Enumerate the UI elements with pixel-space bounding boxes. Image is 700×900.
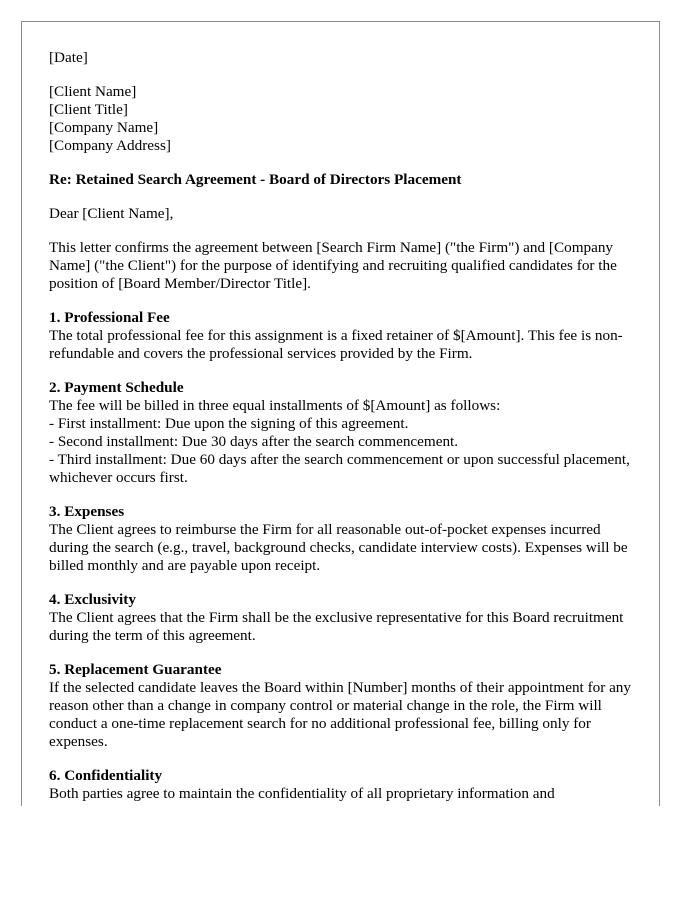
section-professional-fee — [49, 309, 639, 363]
section-text: The total professional fee for this assignment is a fixed retainer of $[Amount]. This fee is non-refundable and covers the professional services provided by the Firm. — [49, 327, 623, 362]
recipient-address: [Company Address] — [49, 137, 171, 154]
section-heading: 4. Exclusivity — [49, 591, 136, 608]
recipient-title: [Client Title] — [49, 101, 128, 118]
installment-second: - Second installment: Due 30 days after the search commencement. — [49, 433, 459, 450]
letter-body — [49, 49, 639, 806]
installment-first: - First installment: Due upon the signing of this agreement. — [49, 415, 409, 432]
section-text: If the selected candidate leaves the Board within [Number] months of their appointment for any reason other than a change in company control or material change in the role, the Firm will conduct a one-time replacement search for no additional professional fee, billing only for expenses. — [49, 679, 631, 750]
section-exclusivity — [49, 591, 639, 645]
section-replacement-guarantee — [49, 661, 639, 751]
section-heading: 2. Payment Schedule — [49, 379, 184, 396]
recipient-company: [Company Name] — [49, 119, 159, 136]
section-expenses — [49, 503, 639, 575]
section-confidentiality — [49, 767, 639, 803]
installment-third: - Third installment: Due 60 days after the search commencement or upon successful placement, whichever occurs first. — [49, 451, 630, 486]
salutation: Dear [Client Name], — [49, 205, 174, 222]
section-heading: 5. Replacement Guarantee — [49, 661, 222, 678]
section-heading: 3. Expenses — [49, 503, 125, 520]
payment-intro: The fee will be billed in three equal installments of $[Amount] as follows: — [49, 397, 501, 414]
subject-line: Re: Retained Search Agreement - Board of Directors Placement — [49, 171, 462, 188]
section-heading: 1. Professional Fee — [49, 309, 170, 326]
section-text: The Client agrees to reimburse the Firm for all reasonable out-of-pocket expenses incurred during the search (e.g., travel, background checks, candidate interview costs). Expenses will be billed monthly and are payable upon receipt. — [49, 521, 628, 574]
section-payment-schedule — [49, 379, 639, 487]
letter-page — [21, 21, 660, 806]
recipient-block — [49, 83, 639, 155]
section-text: Both parties agree to maintain the confidentiality of all proprietary information and — [49, 785, 555, 802]
section-text: The Client agrees that the Firm shall be the exclusive representative for this Board recruitment during the term of this agreement. — [49, 609, 624, 644]
recipient-name: [Client Name] — [49, 83, 137, 100]
letter-date: [Date] — [49, 49, 88, 66]
section-heading: 6. Confidentiality — [49, 767, 163, 784]
intro-paragraph: This letter confirms the agreement between [Search Firm Name] ("the Firm") and [Company Name] ("the Client") for the purpose of identifying and recruiting qualified candidates for the position of [Board Member/Director Title]. — [49, 239, 617, 292]
